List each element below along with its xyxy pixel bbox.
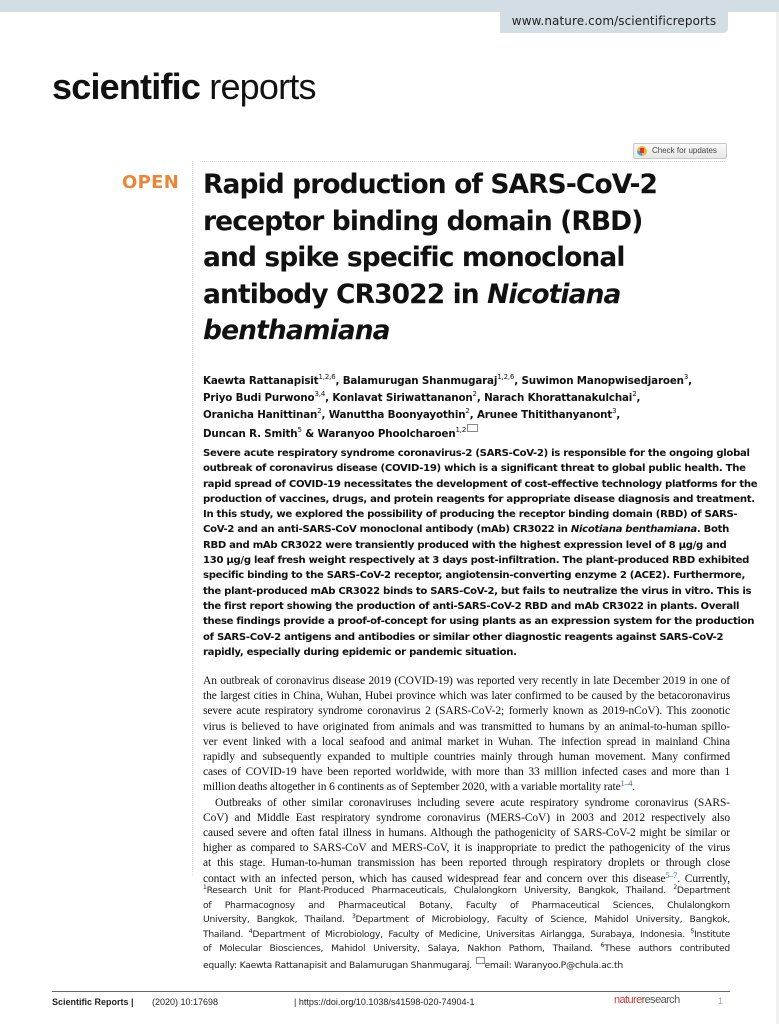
body-text-span: . Currently, [677, 872, 730, 885]
author-name[interactable]: Priyo Budi Purwono [203, 392, 315, 404]
author-name[interactable]: Konlavat Siriwattananon [332, 392, 473, 404]
divider-vertical [192, 161, 193, 876]
affiliation-text: Research Unit for Plant-Produced Pharmaceuticals, Chulalongkorn University, Bangkok, Thailand. [206, 885, 674, 896]
author-affiliation: 2 [465, 407, 470, 415]
affiliation-text: of Molecular Biosciences, Mahidol University, Salaya, Nakhon Pathom, Thailand. [203, 943, 601, 955]
author-affiliation: 2 [472, 390, 477, 398]
author-name[interactable]: Wanuttha Boonyayothin [328, 409, 466, 421]
crossmark-icon [637, 146, 647, 156]
separator: , [335, 375, 343, 387]
affiliation-line [203, 913, 730, 928]
abstract-line: Severe acute respiratory syndrome coronavirus-2 (SARS-CoV-2) is responsible for the ongoing global [203, 448, 750, 459]
affiliation-text: Department [676, 885, 730, 896]
abstract-line: 130 µg/g leaf fresh weight respectively at 3 days post-infiltration. The plant-produced RBD exhibited [203, 555, 750, 567]
logo-bold: scientific [52, 66, 201, 107]
reference-link[interactable]: 1–4 [620, 779, 633, 789]
page-number: 1 [718, 996, 724, 1006]
footer-journal: Scientific Reports | [52, 997, 134, 1007]
author-name[interactable]: Suwimon Manopwisedjaroen [521, 375, 684, 387]
body-line: at this stage. Human-to-human transmission has been reported through respiratory droplets or through close [203, 857, 730, 870]
abstract-text: CoV-2 and an anti-SARS-CoV monoclonal antibody (mAb) CR3022 in [203, 524, 571, 536]
publisher-logo [614, 994, 680, 1006]
affiliations [203, 884, 730, 974]
email-envelope-icon [476, 957, 485, 964]
abstract-line [203, 522, 730, 537]
affiliation-text: These authors contributed [604, 943, 730, 955]
separator: , [636, 392, 641, 404]
separator: , [476, 392, 485, 404]
author-affiliation: 1,2,6 [497, 373, 515, 381]
abstract-text: . Both [696, 524, 730, 536]
author-affiliation: 1,2,6 [318, 373, 336, 381]
author-name[interactable]: Kaewta Rattanapisit [203, 375, 319, 387]
author-line [203, 407, 743, 424]
abstract-line: the first report showing the production of anti-SARS-CoV-2 RBD and mAb CR3022 in plants. Overall [203, 600, 740, 612]
separator: , [325, 392, 333, 404]
author-line [203, 424, 743, 443]
affiliation-line [203, 957, 730, 974]
affiliation-line [203, 928, 730, 943]
body-line: cases of COVID-19 have been reported worldwide, with more than 33 million infected cases and more than 1 [203, 766, 730, 779]
author-line [203, 373, 743, 390]
author-name[interactable]: Balamurugan Shanmugaraj [342, 375, 498, 387]
separator: , [616, 409, 621, 421]
footer-divider [52, 991, 730, 992]
author-line [203, 390, 743, 407]
title-line: and spike specific monoclonal [203, 242, 625, 273]
body-text-span: million deaths altogether in 6 continents as of September 2020, with a variable mortality rate [203, 781, 621, 794]
author-name[interactable]: Oranicha Hanittinan [203, 409, 318, 421]
affiliation-text: Institute [694, 928, 730, 940]
author-affiliation: 3,4 [314, 390, 326, 398]
author-affiliation: 1,2 [455, 426, 467, 434]
affiliation-line [203, 942, 730, 957]
affiliation-text: Department of Microbiology, Faculty of Science, Mahidol University, Bangkok, [355, 914, 730, 926]
abstract-line: In this study, we explored the possibility of producing the receptor binding domain (RBD) of SARS- [203, 509, 738, 521]
journal-url[interactable]: www.nature.com/scientificreports [500, 10, 728, 33]
article-title [203, 167, 743, 350]
body-text-span: contact with an infected person, which has caused widespread fear and concern over this disease [203, 872, 666, 885]
abstract-line: specific binding to the SARS-CoV-2 receptor, angiotensin-converting enzyme 2 (ACE2). Furthermore, [203, 570, 745, 582]
title-line: Rapid production of SARS-CoV-2 [203, 169, 658, 200]
body-line: CoV) and Middle East respiratory syndrome coronavirus (MERS-CoV) in 2003 and 2012 respectively also [203, 811, 730, 824]
abstract-line: rapidly, especially during epidemic or pandemic situation. [203, 646, 517, 658]
separator: , [688, 375, 692, 387]
affiliation-line [203, 884, 730, 899]
separator: , [321, 409, 329, 421]
author-name[interactable]: Duncan R. Smith [203, 428, 298, 440]
body-line: virus is believed to have originated from animals and was transmitted to humans by an animal-to-human spillo- [203, 720, 730, 733]
divider-horizontal [200, 161, 725, 162]
footer-doi-link[interactable]: | https://doi.org/10.1038/s41598-020-74904-1 [294, 997, 475, 1007]
check-updates-label: Check for updates [652, 146, 717, 155]
separator: , [514, 375, 522, 387]
footer-citation: (2020) 10:17698 [152, 997, 219, 1007]
body-line [203, 780, 730, 795]
affiliation-number: 4 [248, 927, 253, 935]
body-line: severe acute respiratory syndrome coronavirus 2 (SARS-CoV-2; formerly known as 2019-nCoV). This zoonotic [203, 705, 730, 718]
body-line: rapidly and subsequently expanded to multiple countries mainly through human movement. Many confirmed [203, 751, 730, 764]
affiliation-number: 1 [203, 884, 207, 891]
affiliation-number: 6 [600, 942, 605, 950]
body-text-span: . [632, 781, 636, 794]
affiliation-number: 3 [351, 913, 356, 921]
author-affiliation: 3 [612, 407, 617, 415]
abstract-italic: Nicotiana benthamiana [570, 524, 697, 536]
body-line: ver event linked with a local seafood and animal market in Wuhan. The infection spread in mainland China [203, 735, 730, 748]
body-line: the largest cities in China, Wuhan, Hubei province which was later confirmed to be caused by the betacoronavirus [203, 690, 730, 703]
journal-logo [52, 66, 316, 108]
title-italic: Nicotiana [487, 278, 621, 310]
separator: , [469, 409, 477, 421]
title-line [203, 277, 743, 314]
body-line: higher as compared to SARS-CoV and MERS-CoV, it is inappropriate to predict the pathogenicity of the virus [203, 842, 730, 855]
abstract-line: rapid spread of COVID-19 necessitates the development of cost-effective technology platforms for the [203, 478, 758, 490]
abstract-line: RBD and mAb CR3022 were transiently produced with the highest expression level of 8 µg/g and [203, 539, 727, 551]
body-line: caused severe and often fatal illness in humans. Although the pathogenicity of SARS-CoV-2 might be similar or [203, 827, 730, 840]
abstract-line: these findings provide a proof-of-concept for using plants as an expression system for the production [203, 616, 755, 628]
abstract-line: production of vaccines, drugs, and protein reagents for appropriate disease diagnosis and treatment. [203, 493, 755, 505]
title-italic: benthamiana [203, 315, 390, 346]
affiliation-number: 5 [690, 927, 695, 935]
title-text: antibody CR3022 in [203, 278, 488, 310]
email-envelope-icon[interactable] [467, 424, 478, 432]
author-affiliation: 2 [632, 390, 637, 398]
abstract [203, 446, 758, 660]
author-name[interactable]: Waranyoo Phoolcharoen [317, 428, 456, 440]
author-list [203, 373, 743, 443]
author-affiliation: 2 [317, 407, 322, 415]
open-access-badge: OPEN [122, 172, 180, 193]
corresponding-email-link[interactable]: email: Waranyoo.P@chula.ac.th [484, 959, 623, 971]
separator: & [301, 428, 318, 440]
abstract-line: outbreak of coronavirus disease (COVID-19) which is a significant threat to global public health. The [203, 463, 746, 475]
affiliation-text: Thailand. [203, 928, 249, 940]
author-affiliation: 3 [683, 373, 689, 381]
affiliation-text: University, Bangkok, Thailand. [203, 914, 352, 926]
publisher-logo-nature: nature [614, 994, 642, 1006]
check-for-updates-button[interactable] [633, 143, 727, 159]
affiliation-line: of Pharmacognosy and Pharmaceutical Botany, Faculty of Pharmaceutical Sciences, Chulalongkorn [203, 899, 730, 911]
affiliation-text: equally: Kaewta Rattanapisit and Balamurugan Shanmugaraj. [203, 959, 475, 971]
reference-link[interactable]: 5–7 [665, 870, 678, 880]
logo-light: reports [209, 66, 316, 107]
body-text [203, 674, 730, 887]
affiliation-text: Department of Microbiology, Faculty of Medicine, Universitas Airlangga, Surabaya, Indonesia. [252, 928, 691, 940]
body-line: An outbreak of coronavirus disease 2019 (COVID-19) was reported very recently in late December 2019 in one of [203, 675, 730, 687]
body-line: Outbreaks of other similar coronaviruses including severe acute respiratory syndrome coronavirus (SARS- [215, 796, 730, 809]
affiliation-number: 2 [673, 884, 677, 891]
abstract-line: the plant-produced mAb CR3022 binds to SARS-CoV-2, but fails to neutralize the virus in vitro. This is [203, 585, 752, 597]
title-line: receptor binding domain (RBD) [203, 205, 643, 237]
title-line [203, 313, 743, 350]
author-name[interactable]: Arunee Thitithanyanont [476, 409, 613, 421]
abstract-line: of SARS-CoV-2 antigens and antibodies or similar other diagnostic reagents against SARS-CoV-2 [203, 631, 724, 643]
publisher-logo-research: research [641, 994, 680, 1006]
author-name[interactable]: Narach Khorattanakulchai [484, 392, 633, 404]
author-affiliation: 5 [297, 426, 302, 434]
